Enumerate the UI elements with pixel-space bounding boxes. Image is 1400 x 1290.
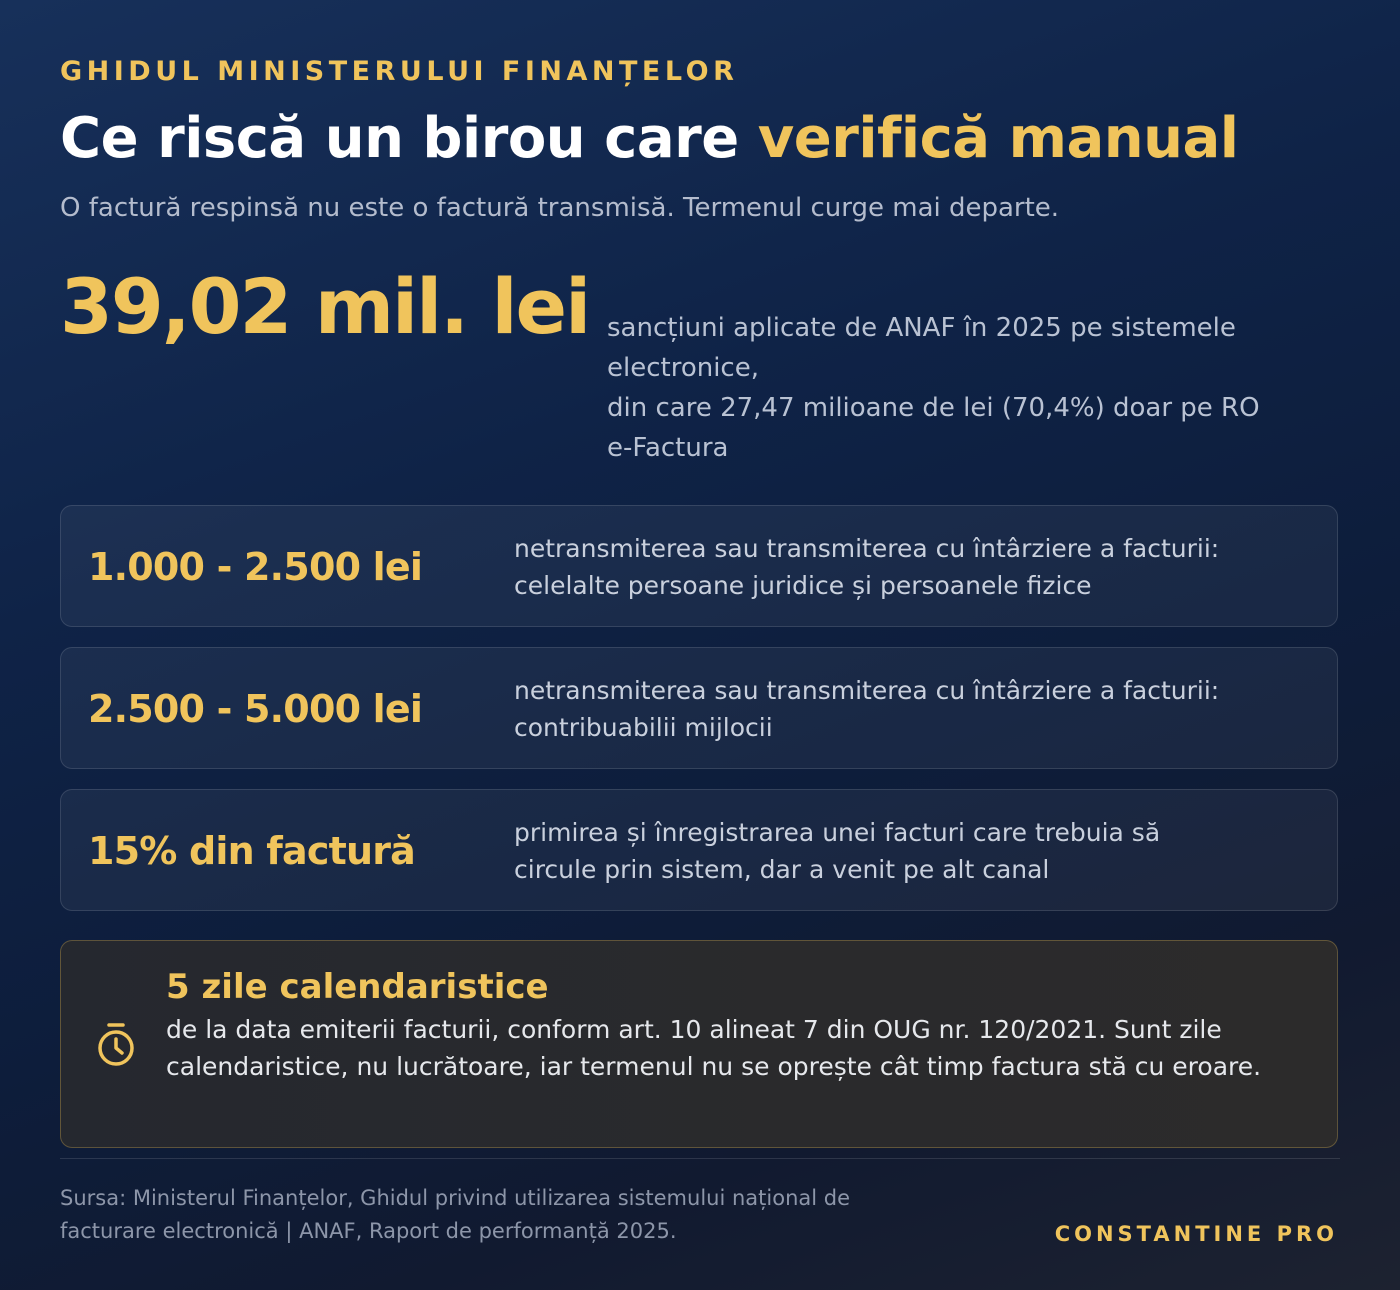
- highlight-desc-line: din care 27,47 milioane de lei (70,4%) doar pe RO: [607, 393, 1260, 423]
- penalty-description: [514, 672, 1314, 746]
- highlight-desc-line: electronice,: [607, 353, 759, 383]
- penalty-description: [514, 530, 1314, 604]
- penalty-card: [60, 789, 1338, 911]
- title-highlight: verifică manual: [757, 106, 1239, 171]
- highlight-desc-line: sancțiuni aplicate de ANAF în 2025 pe sistemele: [607, 313, 1236, 343]
- brand-label: CONSTANTINE PRO: [1054, 1222, 1338, 1246]
- source-note: [60, 1182, 1020, 1248]
- eyebrow-label: GHIDUL MINISTERULUI FINANȚELOR: [60, 56, 739, 87]
- page-title: [60, 106, 1238, 171]
- penalty-amount: 15% din factură: [88, 829, 415, 873]
- page-subtitle: O factură respinsă nu este o factură transmisă. Termenul curge mai departe.: [60, 193, 1060, 223]
- title-main: Ce riscă un birou care: [60, 106, 758, 171]
- penalty-amount: 1.000 - 2.500 lei: [88, 545, 423, 589]
- penalty-desc-line: celelalte persoane juridice și persoanele fizice: [514, 571, 1092, 600]
- penalty-desc-line: primirea și înregistrarea unei facturi care trebuia să: [514, 818, 1161, 847]
- source-line: facturare electronică | ANAF, Raport de performanță 2025.: [60, 1219, 677, 1243]
- highlight-stat-value: 39,02 mil. lei: [60, 262, 590, 351]
- highlight-stat-description: [607, 308, 1347, 468]
- penalty-desc-line: circule prin sistem, dar a venit pe alt canal: [514, 855, 1050, 884]
- stopwatch-icon: [95, 1021, 137, 1069]
- deadline-callout: [60, 940, 1338, 1148]
- penalty-desc-line: netransmiterea sau transmiterea cu întârziere a facturii:: [514, 534, 1220, 563]
- highlight-desc-line: e-Factura: [607, 433, 729, 463]
- footer-divider: [60, 1158, 1340, 1159]
- penalty-card: [60, 505, 1338, 627]
- penalty-desc-line: contribuabilii mijlocii: [514, 713, 773, 742]
- deadline-title: 5 zile calendaristice: [166, 967, 549, 1007]
- penalty-desc-line: netransmiterea sau transmiterea cu întârziere a facturii:: [514, 676, 1220, 705]
- penalty-description: [514, 814, 1314, 888]
- penalty-amount: 2.500 - 5.000 lei: [88, 687, 423, 731]
- infographic: [60, 0, 1340, 1290]
- penalty-card: [60, 647, 1338, 769]
- source-line: Sursa: Ministerul Finanțelor, Ghidul privind utilizarea sistemului național de: [60, 1186, 851, 1210]
- deadline-text: de la data emiterii facturii, conform art. 10 alineat 7 din OUG nr. 120/2021. Sunt zile calendaristice, nu lucrătoare, iar termenul nu se oprește cât timp factura stă cu eroare.: [166, 1015, 1262, 1081]
